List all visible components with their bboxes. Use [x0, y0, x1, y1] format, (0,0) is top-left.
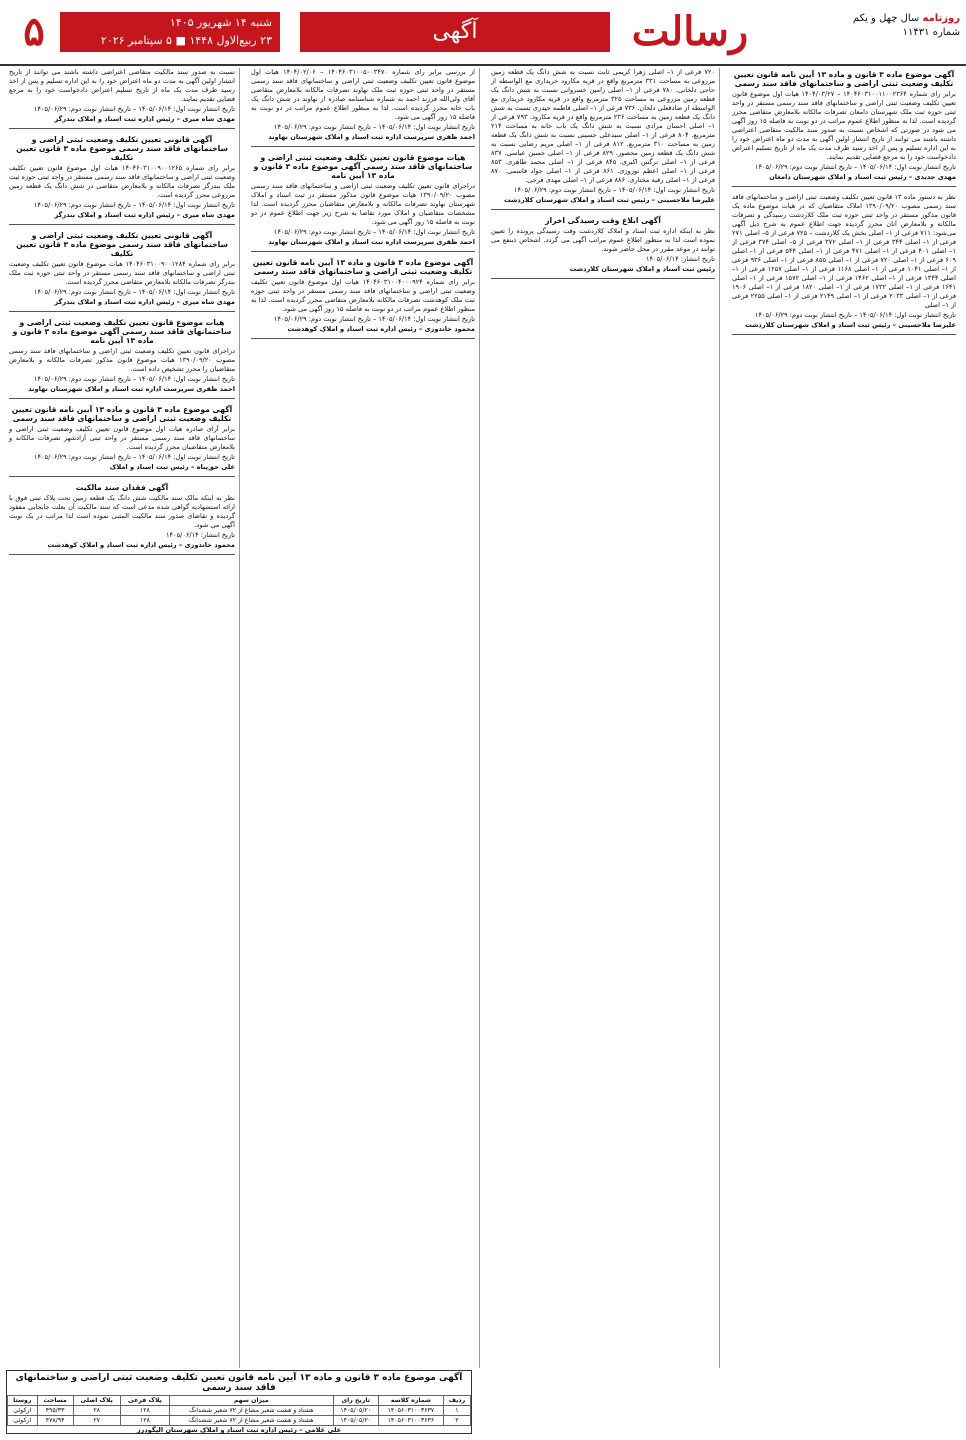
notice	[9, 483, 235, 555]
boxed-notice-title: آگهی موضوع ماده ۳ قانون و ماده ۱۳ آیین نامه قانون تعیین تکلیف وضعیت ثبتی اراضی و ساختمانهای فاقد سند رسمی	[15, 1373, 463, 1393]
notice-dates: تاریخ انتشار نوبت اول: ۱۴۰۵/۰۶/۱۴ – تاریخ انتشار نوبت دوم: ۱۴۰۵/۰۶/۲۹	[273, 228, 475, 236]
table-header-cell: پلاک اصلی	[73, 1396, 120, 1406]
notice-dates: تاریخ انتشار نوبت اول: ۱۴۰۵/۰۶/۱۴ – تاریخ انتشار نوبت دوم: ۱۴۰۵/۰۶/۲۹	[273, 315, 475, 323]
notice-signature: علیرضا ملاحسینی – رئیس ثبت اسناد و املاک شهرستان کلاردشت	[503, 196, 715, 204]
notice-body: نسبت به صدور سند مالکیت متقاضی اعتراضی داشته باشند می توانند از تاریخ انتشار اولین آگهی به مدت دو ماه اعتراض خود را به این اداره تسلیم و پس از اخذ رسید ظرف مدت یک ماه از تاریخ تسلیم اعتراض دادخواست خود را به مرجع قضایی تقدیم نمایند.	[9, 68, 235, 103]
column-1	[728, 68, 960, 1368]
table-cell: ۱۲۸	[120, 1406, 169, 1416]
notice-title: آگهی فقدان سند مالکیت	[75, 483, 169, 492]
table-cell: هشتاد و هشت شعیر مشاع از ۷۲ شعیر ششدانگ	[169, 1406, 333, 1416]
newspaper-logo: رسالت	[631, 8, 749, 55]
notice-columns	[6, 68, 960, 1368]
divider	[9, 224, 235, 225]
notice	[251, 153, 475, 252]
notice-body: ۷۲۰ فرعی از ۱– اصلی زهرا کریمی ثابت نسبت به شش دانگ یک قطعه زمین مزروعی به مساحت ۳۳۱ مترمربع واقع در قریه مکارود خریداری مع الواسطه از حاجی دلخانی. ۷۸۰ فرعی از ۱– اصلی رامین خسروانی نسبت به شش دانگ یک قطعه زمین مزروعی به مساحت ۳۲۵ مترمربع واقع در قریه مکارود خریداری مع الواسطه از صادقعلی دلخان. ۷۳۶ فرعی از ۱– اصلی فاطمه حیدری نسبت به شش دانگ یک قطعه زمین به مساحت ۲۳۶ مترمربع واقع در قریه مکارود. ۷۹۳ فرعی از ۱– اصلی احسان مرادی نسبت به شش دانگ یک باب خانه به مساحت ۲۱۴ مترمربع. ۸۰۴ فرعی از ۱– اصلی سیدعلی حسینی نسبت به شش دانگ یک قطعه زمین به مساحت ۳۱۰ مترمربع. ۸۱۲ فرعی از ۱– اصلی مریم رضایی نسبت به شش دانگ یک قطعه زمین محصور. ۸۲۹ فرعی از ۱– اصلی حسین عباسی. ۸۳۷ فرعی از ۱– اصلی نرگس اکبری. ۸۴۵ فرعی از ۱– اصلی محمد طاهری. ۸۵۳ فرعی از ۱– اصلی اعظم نوروزی. ۸۶۱ فرعی از ۱– اصلی جواد قاسمی. ۸۷۰ فرعی از ۱– اصلی رقیه مختاری. ۸۸۶ فرعی از ۱– اصلی مهدی فرجی.	[491, 68, 716, 184]
table-cell: ارکوئی	[8, 1406, 38, 1416]
divider	[9, 128, 235, 129]
divider	[9, 311, 235, 312]
notice	[732, 70, 956, 187]
page-number: ۵	[10, 10, 58, 54]
notice	[491, 216, 715, 279]
notice-title: آگهی موضوع ماده ۳ قانون و ماده ۱۳ آیین نامه قانون تعیین تکلیف وضعیت ثبتی اراضی و ساختمانهای فاقد سند رسمی	[11, 405, 233, 423]
notice-body: دراجرای قانون تعیین تکلیف وضعیت ثبتی اراضی و ساختمانهای فاقد سند رسمی مصوب ۱۳۹۰/۰۹/۲۰ هیات موضوع قانون مذکور تصرفات مالکانه و بلامعارض متقاضیان را محرز تشخیص داده است.	[9, 347, 235, 373]
table-header-cell: شماره کلاسه	[378, 1396, 443, 1406]
table-header-row	[8, 1396, 471, 1406]
table-header-cell: ردیف	[443, 1396, 470, 1406]
section-title: آگهی	[300, 12, 610, 52]
divider	[732, 334, 956, 335]
issue-meta	[770, 12, 960, 52]
notice-signature: مهدی شاه میری – رئیس اداره ثبت اسناد و املاک بندرگز	[54, 298, 235, 306]
table-cell: ۱۲۸	[120, 1416, 169, 1426]
notice	[9, 231, 235, 312]
notice	[732, 193, 956, 335]
notice	[9, 405, 235, 477]
table-header-cell: مساحت	[37, 1396, 73, 1406]
notice-body: برابر رای شماره ۱۴۰۴۶۰۳۱۰۰۹۰۰۱۲۸۴ هیات موضوع قانون تعیین تکلیف وضعیت ثبتی اراضی و ساختمانهای فاقد سند رسمی مستقر در واحد ثبتی حوزه ثبت ملک بندرگز تصرفات مالکانه بلامعارض متقاضی محرز گردیده است.	[9, 260, 235, 286]
table-cell: ۱۴۰۵۶۰۳۱۰۰۳۶۳۶	[378, 1416, 443, 1426]
notice-body: نظر به اینکه مالک سند مالکیت شش دانگ یک قطعه زمین تحت پلاک ثبتی فوق با ارائه استشهادیه گواهی شده مدعی است که سند مالکیت آن بعلت جابجایی مفقود گردیده و تقاضای صدور سند مالکیت المثنی نموده است لذا مراتب در یک نوبت آگهی می شود.	[9, 494, 235, 529]
divider	[9, 398, 235, 399]
notice-dates: تاریخ انتشار نوبت اول: ۱۴۰۵/۰۶/۱۴ – تاریخ انتشار نوبت دوم: ۱۴۰۵/۰۶/۲۹	[33, 288, 235, 296]
boxed-notice	[6, 1370, 472, 1434]
table-header-cell: تاریخ رای	[333, 1396, 378, 1406]
notice-dates: تاریخ انتشار نوبت اول: ۱۴۰۵/۰۶/۱۴ – تاریخ انتشار نوبت دوم: ۱۴۰۵/۰۶/۲۹	[33, 201, 235, 209]
issue-dates	[60, 12, 280, 52]
table-cell: ۲	[443, 1416, 470, 1426]
divider	[251, 251, 475, 252]
meta-year: سال چهل و یکم	[852, 13, 920, 24]
table-cell: ۱۴۰۵۶۰۳۱۰۰۳۶۳۷	[378, 1406, 443, 1416]
notice-body: نظر به اینکه اداره ثبت اسناد و املاک کلاردشت وقت رسیدگی پرونده را تعیین نموده است لذا به منظور اطلاع عموم مراتب آگهی می گردد. اشخاص ذینفع می توانند در موعد مقرر در محل حاضر شوند.	[491, 227, 715, 253]
column-2	[487, 68, 720, 1368]
table-cell: ارکوئی	[8, 1416, 38, 1426]
notice-title: هیات موضوع قانون تعیین تکلیف وضعیت ثبتی اراضی و ساختمانهای فاقد سند رسمی آگهی موضوع ماده ۳ قانون و ماده ۱۳ آیین نامه	[253, 153, 473, 180]
notice-dates: تاریخ انتشار نوبت اول: ۱۴۰۵/۰۶/۱۴ – تاریخ انتشار نوبت دوم: ۱۴۰۵/۰۶/۲۹	[754, 311, 956, 319]
table-cell: ۱	[443, 1406, 470, 1416]
table-header-cell: میزان سهم	[169, 1396, 333, 1406]
notice-body: برابر رای شماره ۱۴۰۴۶۰۳۱۰۰۴۰۰۰۹۲۴ هیات اول موضوع قانون تعیین تکلیف وضعیت ثبتی اراضی و ساختمانهای فاقد سند رسمی مستقر در واحد ثبتی حوزه ثبت ملک کوهدشت تصرفات مالکانه بلامعارض متقاضی محرز گردیده است. لذا به منظور اطلاع عموم مراتب در دو نوبت به فاصله ۱۵ روز آگهی می شود.	[251, 278, 475, 313]
meta-issue: شماره ۱۱۴۳۱	[902, 27, 960, 38]
table-header-cell: پلاک فرعی	[120, 1396, 169, 1406]
notice-dates: تاریخ انتشار نوبت اول: ۱۴۰۵/۰۶/۱۴ – تاریخ انتشار نوبت دوم: ۱۴۰۵/۰۶/۲۹	[273, 123, 475, 131]
notice-signature: احمد ظفری سرپرست اداره ثبت اسناد و املاک شهرستان نهاوند	[28, 385, 235, 393]
table-cell: هشتاد و هشت شعیر مشاع از ۷۲ شعیر ششدانگ	[169, 1416, 333, 1426]
divider	[491, 209, 715, 210]
notice-dates: تاریخ انتشار: ۱۴۰۵/۰۶/۱۴	[645, 255, 715, 263]
meta-brand: روزنامه	[922, 13, 960, 24]
notice-title: هیات موضوع قانون تعیین تکلیف وضعیت ثبتی اراضی و ساختمانهای فاقد سند رسمی آگهی موضوع ماده ۳ قانون و ماده ۱۳ آیین نامه	[12, 318, 232, 345]
divider	[732, 186, 956, 187]
date-other: ۲۳ ربیع‌الاول ۱۴۴۸ ■ ۵ سپتامبر ۲۰۲۶	[100, 34, 272, 47]
notice-body: از بررسی برابر رای شماره ۱۴۰۴۶۰۳۱۰۰۵۰۰۳۴۷۰ – ۱۴۰۴/۰۲/۰۶ هیات اول موضوع قانون تعیین تکلیف وضعیت ثبتی اراضی و ساختمانهای فاقد سند رسمی مستقر در واحد ثبتی حوزه ثبت ملک نهاوند تصرفات مالکانه بلامعارض متقاضی آقای ولی‌الله فرزند احمد به شماره شناسنامه صادره از نهاوند در شش دانگ یک باب خانه محرز گردیده است. لذا به منظور اطلاع عموم مراتب در دو نوبت به فاصله ۱۵ روز آگهی می شود.	[251, 68, 475, 121]
notice	[9, 68, 235, 129]
notice-title: آگهی قانونی تعیین تکلیف وضعیت ثبتی اراضی و ساختمانهای فاقد سند رسمی موضوع ماده ۳ قانون تعیین تکلیف	[16, 231, 228, 258]
table-row	[8, 1406, 471, 1416]
divider	[9, 554, 235, 555]
boxed-notice-signature: علی غلامی – رئیس اداره ثبت اسناد و املاک شهرستان الیگودرز	[136, 1426, 342, 1434]
notice-body: دراجرای قانون تعیین تکلیف وضعیت ثبتی اراضی و ساختمانهای فاقد سند رسمی مصوب ۱۳۹۰/۰۹/۲۰ هیات موضوع قانون مذکور مستقر در ثبت اسناد و املاک شهرستان نهاوند تصرفات مالکانه و بلامعارض متقاضیان محرز گردیده است. لذا مشخصات متقاضیان و املاک مورد تقاضا به شرح زیر جهت اطلاع عموم در دو نوبت به فاصله ۱۵ روز آگهی می شود.	[251, 182, 475, 226]
notice-dates: تاریخ انتشار نوبت اول: ۱۴۰۵/۰۶/۱۴ – تاریخ انتشار نوبت دوم: ۱۴۰۵/۰۶/۲۹	[33, 105, 235, 113]
notice-signature: احمد ظفری سرپرست اداره ثبت اسناد و املاک شهرستان نهاوند	[268, 133, 475, 141]
table-row	[8, 1416, 471, 1426]
notice-body: برابر رای شماره ۱۴۰۴۶۰۳۱۰۰۹۰۰۱۲۶۵ هیات اول موضوع قانون تعیین تکلیف وضعیت ثبتی اراضی و ساختمانهای فاقد سند رسمی مستقر در واحد ثبتی حوزه ثبت ملک بندرگز تصرفات مالکانه و بلامعارض متقاضی در شش دانگ یک قطعه زمین مزروعی محرز گردیده است.	[9, 164, 235, 199]
column-4	[5, 68, 240, 1368]
divider	[251, 146, 475, 147]
page-header	[0, 0, 966, 66]
table-cell: ۴۷۸/۹۴	[37, 1416, 73, 1426]
notice-dates: تاریخ انتشار نوبت اول: ۱۴۰۵/۰۶/۱۴ – تاریخ انتشار نوبت دوم: ۱۴۰۵/۰۶/۲۹	[33, 375, 235, 383]
divider	[251, 338, 475, 339]
table-cell: ۱۴۰۵/۰۵/۲۰	[333, 1416, 378, 1426]
notice	[9, 135, 235, 225]
date-persian: شنبه ۱۴ شهریور ۱۴۰۵	[169, 16, 272, 29]
notice-title: آگهی ابلاغ وقت رسیدگی اخراز	[545, 216, 661, 225]
notice-body: برابر آرای صادره هیات اول موضوع قانون تعیین تکلیف وضعیت ثبتی اراضی و ساختمانهای فاقد سند رسمی مستقر در واحد ثبتی آزادشهر تصرفات مالکانه و بلامعارض متقاضیان محرز گردیده است.	[9, 425, 235, 451]
table-cell: ۲۷	[73, 1416, 120, 1426]
table-cell: ۴۹۵/۳۳	[37, 1406, 73, 1416]
notice-dates: تاریخ انتشار: ۱۴۰۵/۰۶/۱۴	[165, 531, 235, 539]
notice-signature: محمود خاندوزی – رئیس اداره ثبت اسناد و املاک کوهدشت	[287, 325, 475, 333]
notice-body: برابر رای شماره ۱۴۰۴۶۰۳۱۰۰۱۱۰۰۲۳۶۴ – ۱۴۰۴/۰۳/۲۷ هیات اول موضوع قانون تعیین تکلیف وضعیت ثبتی اراضی و ساختمانهای فاقد سند رسمی مستقر در واحد ثبتی حوزه ثبت ملک شهرستان دامغان تصرفات مالکانه بلامعارض متقاضی محرز گردیده است. لذا به منظور اطلاع عموم مراتب در دو نوبت به فاصله ۱۵ روز آگهی می شود در صورتی که اشخاص نسبت به صدور سند مالکیت متقاضی اعتراضی داشته باشند می توانند از تاریخ انتشار اولین آگهی به مدت دو ماه اعتراض خود را به این اداره تسلیم و پس از اخذ رسید ظرف مدت یک ماه از تاریخ تسلیم اعتراض دادخواست خود را به مرجع قضایی تقدیم نمایند.	[732, 90, 956, 161]
notice-title: آگهی قانونی تعیین تکلیف وضعیت ثبتی اراضی و ساختمانهای فاقد سند رسمی موضوع ماده ۳ قانون تعیین تکلیف	[16, 135, 228, 162]
notice-dates: تاریخ انتشار نوبت اول: ۱۴۰۵/۰۶/۱۴ – تاریخ انتشار نوبت دوم: ۱۴۰۵/۰۶/۲۹	[513, 186, 715, 194]
notice-title: آگهی موضوع ماده ۳ قانون و ماده ۱۳ آیین نامه قانون تعیین تکلیف وضعیت ثبتی اراضی و ساختمانهای فاقد سند رسمی	[252, 258, 474, 276]
notice-dates: تاریخ انتشار نوبت اول: ۱۴۰۵/۰۶/۱۴ – تاریخ انتشار نوبت دوم: ۱۴۰۵/۰۶/۲۹	[33, 453, 235, 461]
notice-signature: مهدی جدیدی – رئیس ثبت اسناد و املاک شهرستان دامغان	[769, 173, 956, 181]
notice-signature: محمود خاندوزی – رئیس اداره ثبت اسناد و املاک کوهدشت	[47, 541, 235, 549]
notice-dates: تاریخ انتشار نوبت اول: ۱۴۰۵/۰۶/۱۴ – تاریخ انتشار نوبت دوم: ۱۴۰۵/۰۶/۲۹	[754, 163, 956, 171]
table-cell: ۱۴۰۵/۰۵/۲۰	[333, 1406, 378, 1416]
divider	[9, 476, 235, 477]
notice-signature: مهدی شاه میری – رئیس اداره ثبت اسناد و املاک بندرگز	[54, 211, 235, 219]
notice	[491, 68, 715, 210]
divider	[491, 278, 715, 279]
notice-signature: علی حق‌پناه – رئیس ثبت اسناد و املاک	[109, 463, 235, 471]
notice-signature: مهدی شاه میری – رئیس اداره ثبت اسناد و املاک بندرگز	[54, 115, 235, 123]
table-header-cell: روستا	[8, 1396, 38, 1406]
column-3	[247, 68, 480, 1368]
notice-signature: علیرضا ملاحسینی – رئیس ثبت اسناد و املاک شهرستان کلاردشت	[744, 321, 956, 329]
notice	[251, 258, 475, 339]
notice-signature: احمد ظفری سرپرست اداره ثبت اسناد و املاک شهرستان نهاوند	[268, 238, 475, 246]
notice-title: آگهی موضوع ماده ۳ قانون و ماده ۱۳ آیین نامه قانون تعیین تکلیف وضعیت ثبتی اراضی و ساختمانهای فاقد سند رسمی	[733, 70, 955, 88]
notice	[9, 318, 235, 399]
notice	[251, 68, 475, 147]
notice-signature: رئیس ثبت اسناد و املاک شهرستان کلاردشت	[569, 265, 715, 273]
table-cell: ۲۸	[73, 1406, 120, 1416]
notice-body: نظر به دستور ماده ۱۳ قانون تعیین تکلیف وضعیت ثبتی اراضی و ساختمانهای فاقد سند رسمی مصوب ۱۳۹۰/۰۹/۲۰ املاک متقاضیان که در هیات موضوع ماده یک قانون مذکور مستقر در واحد ثبتی حوزه ثبت ملک کلاردشت رسیدگی و تصرفات مالکانه و بلامعارض آنان محرز گردیده جهت اطلاع عموم به شرح ذیل آگهی می‌شود: ۷۱۱ فرعی از ۱– اصلی بخش یک کلاردشت – ۷۲۵ فرعی از ۵– اصلی ۲۷۱ فرعی از ۱– اصلی ۳۴۴ فرعی از ۱– اصلی ۳۷۲ فرعی از ۵– اصلی ۳۷۴ فرعی از ۱– اصلی ۴۰۱ فرعی از ۱– اصلی ۴۷۱ فرعی از ۱– اصلی ۵۴۴ فرعی از ۱– اصلی ۶۰۹ فرعی از ۱– اصلی ۷۲۰ فرعی از ۱– اصلی ۸۵۵ فرعی از ۱– اصلی ۹۳۶ فرعی از ۱– اصلی ۱۰۴۱ فرعی از ۱– اصلی ۱۱۶۸ فرعی از ۱– اصلی ۱۲۵۷ فرعی از ۱– اصلی ۱۳۴۴ فرعی از ۱– اصلی ۱۴۶۲ فرعی از ۱– اصلی ۱۵۷۲ فرعی از ۱– اصلی ۱۶۴۱ فرعی از ۱– اصلی ۱۷۳۲ فرعی از ۱– اصلی ۱۸۲۰ فرعی از ۱– اصلی ۱۹۰۶ فرعی از ۱– اصلی ۲۰۳۳ فرعی از ۱– اصلی ۲۱۴۹ فرعی از ۱– اصلی ۲۲۵۵ فرعی از ۱– اصلی	[732, 193, 957, 309]
plots-table	[7, 1395, 471, 1426]
